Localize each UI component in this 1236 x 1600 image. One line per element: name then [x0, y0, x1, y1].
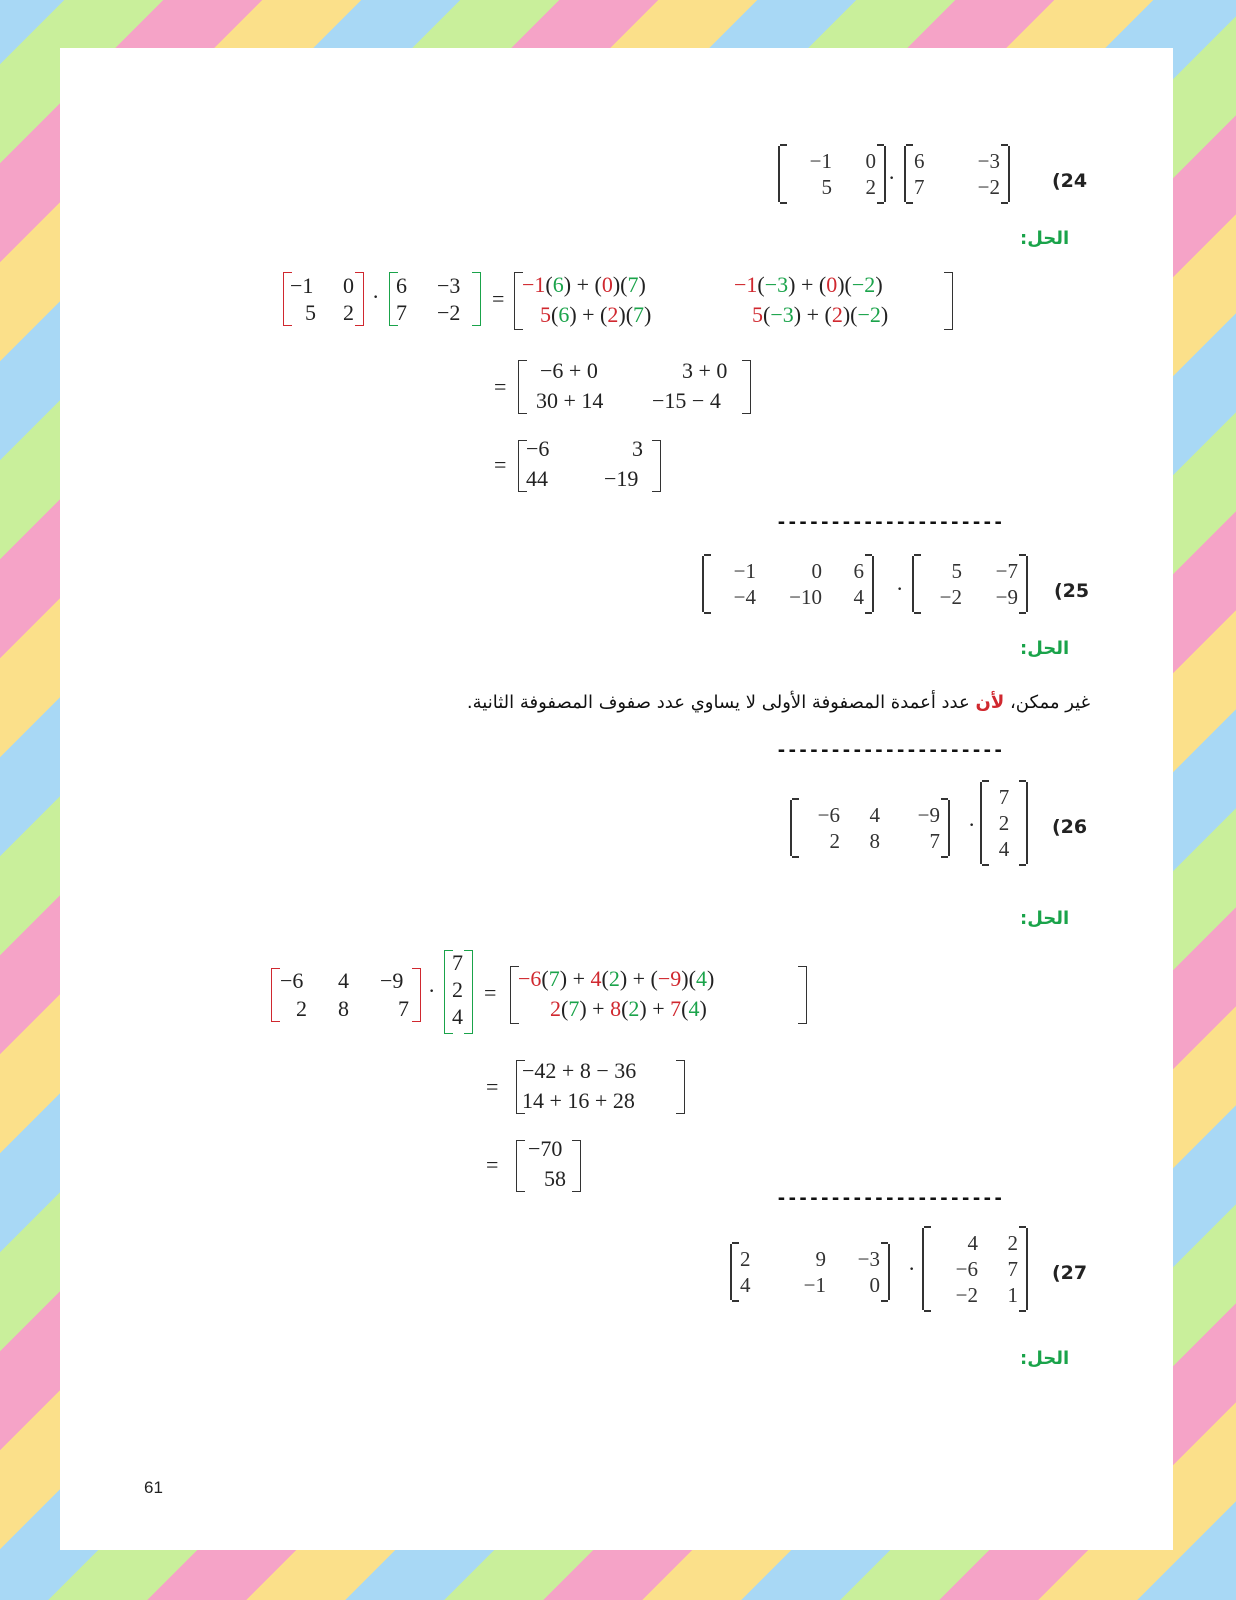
equals: = — [494, 374, 507, 399]
p24-a21: 5 — [305, 300, 316, 325]
p26-a12: 4 — [338, 968, 349, 993]
bracket — [271, 968, 280, 1022]
p24-s3-r1c2: 3 — [632, 436, 643, 461]
p26-b1: 7 — [452, 950, 463, 975]
p24-a11: −1 — [290, 273, 314, 298]
equals: = — [492, 286, 505, 311]
p24-b11: 6 — [396, 273, 407, 298]
p26-a22: 8 — [338, 996, 349, 1021]
bracket — [355, 272, 364, 326]
equals: = — [486, 1074, 499, 1099]
p24-s2-r1c1: −6 + 0 — [540, 358, 598, 383]
separator: --------------------- — [776, 512, 1004, 533]
p26-a11: −6 — [280, 968, 304, 993]
problem-27-label: (27 — [1052, 1262, 1088, 1284]
p24-s2-r2c2: −15 − 4 — [652, 388, 721, 413]
p24-b21: 7 — [396, 300, 407, 325]
separator: --------------------- — [776, 1188, 1004, 1209]
p26-b3: 4 — [452, 1004, 463, 1029]
bracket — [652, 440, 661, 492]
p24-matrix-a: −1 0 5 2 — [778, 146, 886, 202]
dot-operator: · — [968, 812, 976, 837]
problem-26-label: (26 — [1052, 816, 1088, 838]
p24-matrix-b: 6 −3 7 −2 — [904, 146, 1010, 202]
p24-s3-r2c2: −19 — [604, 466, 639, 491]
bracket — [572, 1140, 581, 1192]
bracket — [798, 966, 807, 1024]
dot-operator: · — [888, 165, 896, 190]
p24-s2-r1c2: 3 + 0 — [682, 358, 728, 383]
p26-s3-r2: 58 — [544, 1166, 566, 1191]
p24-r1c2: −1(−3) + (0)(−2) — [734, 272, 883, 297]
equals: = — [484, 980, 497, 1005]
dot-operator: · — [896, 576, 904, 601]
p26-a21: 2 — [296, 996, 307, 1021]
p24-a22: 2 — [343, 300, 354, 325]
p24-b22: −2 — [437, 300, 461, 325]
p26-row1: −6(7) + 4(2) + (−9)(4) — [518, 966, 715, 991]
solution-label: الحل: — [1020, 638, 1070, 659]
solution-label: الحل: — [1020, 908, 1070, 929]
bracket — [472, 272, 481, 326]
bracket — [676, 1060, 685, 1114]
bracket — [518, 360, 527, 414]
solution-label: الحل: — [1020, 1348, 1070, 1369]
p25-matrix-b: 5 −7 −2 −9 — [912, 556, 1028, 612]
page-number: 61 — [144, 1478, 163, 1497]
problem-25-label: (25 — [1054, 580, 1090, 602]
p24-r1c1: −1(6) + (0)(7) — [522, 272, 646, 297]
dot-operator: · — [908, 1256, 916, 1281]
bracket — [412, 968, 421, 1022]
p24-r2c2: 5(−3) + (2)(−2) — [752, 302, 889, 327]
bracket — [742, 360, 751, 414]
bracket — [464, 950, 473, 1034]
bracket — [516, 1140, 525, 1192]
problem-24-label: (24 — [1052, 170, 1088, 192]
p24-a12: 0 — [343, 273, 354, 298]
p26-s2-r2: 14 + 16 + 28 — [522, 1088, 635, 1113]
p27-matrix-b: 4 2 −6 7 −2 1 — [922, 1228, 1028, 1310]
equals: = — [486, 1152, 499, 1177]
p26-s3-r1: −70 — [528, 1136, 563, 1161]
p24-s3-r1c1: −6 — [526, 436, 550, 461]
p24-s3-r2c1: 44 — [526, 466, 548, 491]
equals: = — [494, 452, 507, 477]
p26-b2: 2 — [452, 977, 463, 1002]
p24-r2c1: 5(6) + (2)(7) — [540, 302, 652, 327]
p26-matrix-b: 7 2 4 — [980, 782, 1028, 864]
p26-matrix-a: −6 4 −9 2 8 7 — [790, 800, 950, 856]
p27-matrix-a: 2 9 −3 4 −1 0 — [730, 1244, 890, 1300]
p26-s2-r1: −42 + 8 − 36 — [522, 1058, 637, 1083]
dot-operator: · — [428, 978, 436, 1003]
p26-row2: 2(7) + 8(2) + 7(4) — [550, 996, 707, 1021]
p26-a13: −9 — [380, 968, 404, 993]
separator: --------------------- — [776, 740, 1004, 761]
solution-label: الحل: — [1020, 228, 1070, 249]
p24-b12: −3 — [437, 273, 461, 298]
p24-s2-r2c1: 30 + 14 — [536, 388, 604, 413]
p25-answer: غير ممكن، لأن عدد أعمدة المصفوفة الأولى لا يساوي عدد صفوف المصفوفة الثانية. — [466, 692, 1090, 713]
p26-a23: 7 — [398, 996, 409, 1021]
bracket — [944, 272, 953, 330]
p25-matrix-a: −1 0 6 −4 −10 4 — [702, 556, 874, 612]
dot-operator: · — [372, 284, 380, 309]
